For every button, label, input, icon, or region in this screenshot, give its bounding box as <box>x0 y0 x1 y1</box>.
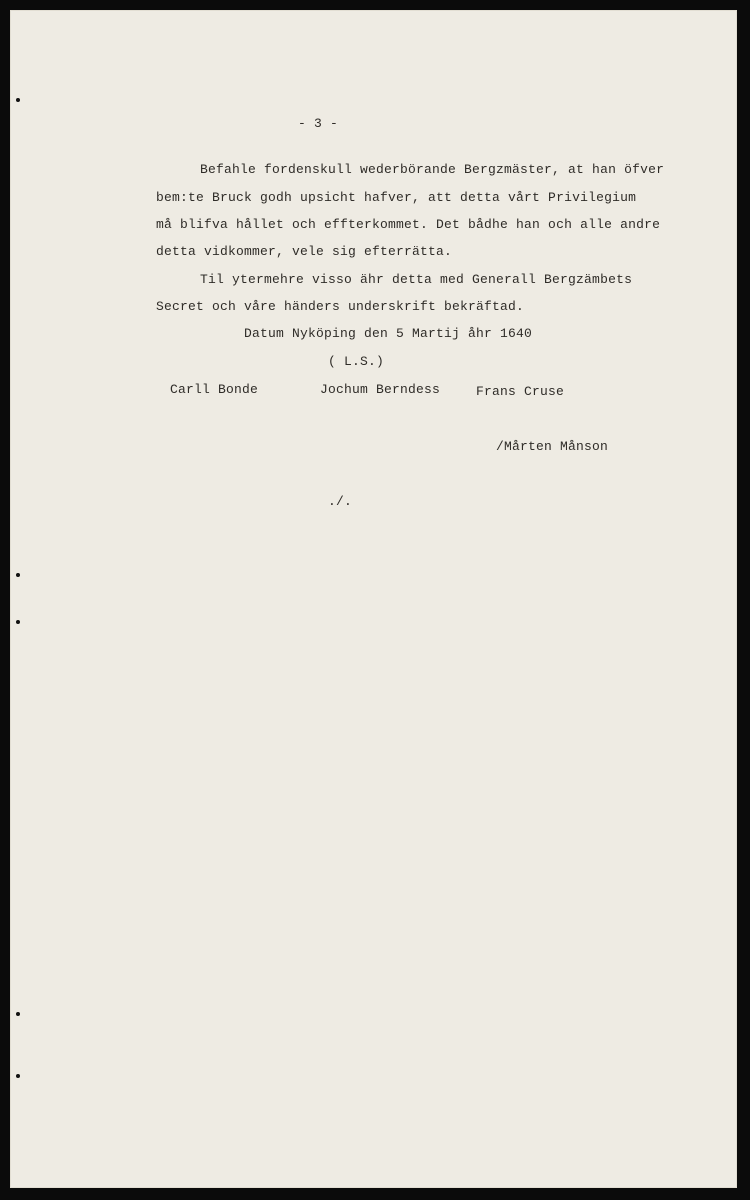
body-line-1: Befahle fordenskull wederbörande Bergzmäster, at han öfver <box>200 162 665 177</box>
body-line-5: Til ytermehre visso ähr detta med Generall Bergzämbets <box>200 272 633 287</box>
punch-hole-mark <box>16 98 20 102</box>
body-line-2: bem:te Bruck godh upsicht hafver, att detta vårt Privilegium <box>156 190 637 205</box>
end-mark: ./. <box>328 494 353 509</box>
body-line-3: må blifva hållet och effterkommet. Det bådhe han och alle andre <box>156 217 661 232</box>
punch-hole-mark <box>16 573 20 577</box>
page-number: - 3 - <box>298 116 339 131</box>
body-line-4: detta vidkommer, vele sig efterrätta. <box>156 244 453 259</box>
signatory-jochum-berndess: Jochum Berndess <box>320 382 441 397</box>
signatory-carll-bonde: Carll Bonde <box>170 382 259 397</box>
document-page <box>10 10 737 1188</box>
punch-hole-mark <box>16 620 20 624</box>
seal-mark: ( L.S.) <box>328 354 385 369</box>
body-line-6: Secret och våre händers underskrift bekräftad. <box>156 299 525 314</box>
signatory-frans-cruse: Frans Cruse <box>476 384 565 399</box>
punch-hole-mark <box>16 1012 20 1016</box>
date-line: Datum Nyköping den 5 Martij åhr 1640 <box>244 326 533 341</box>
counter-signature: /Mårten Månson <box>496 439 609 454</box>
punch-hole-mark <box>16 1074 20 1078</box>
